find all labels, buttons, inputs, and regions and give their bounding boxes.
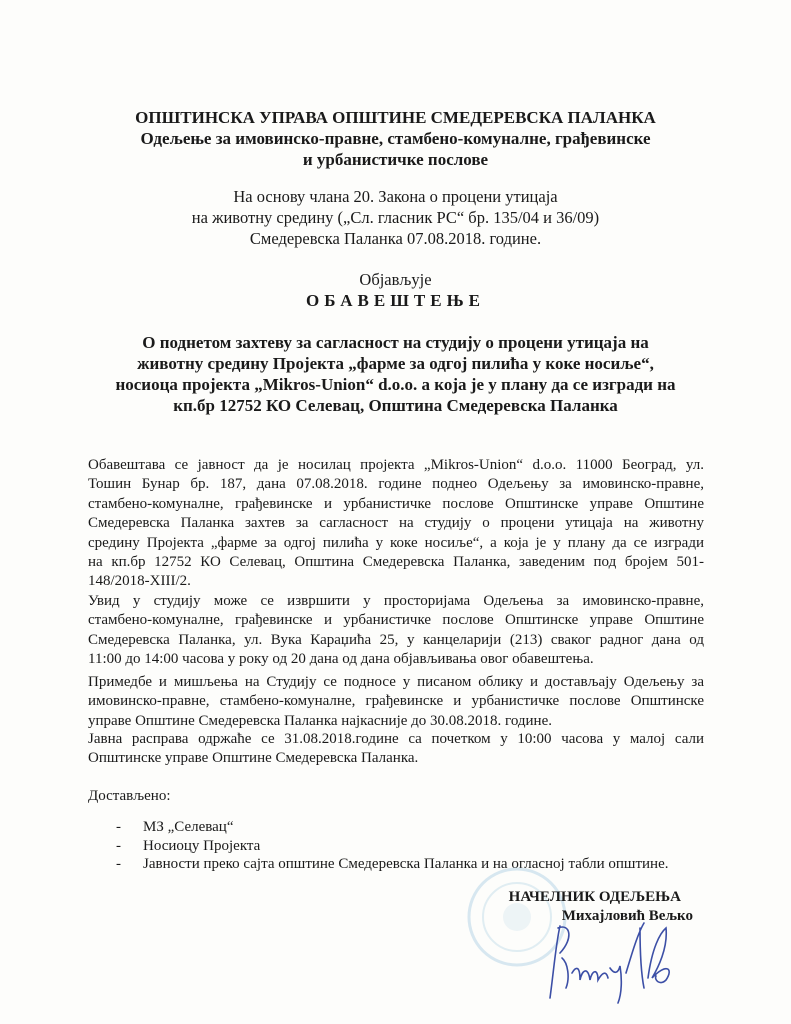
- subject-line: животну средину Пројекта „фарме за одгој пилића у коке носиље“,: [137, 354, 654, 373]
- text-line: Смедеревска Паланка, ул. Вука Караџића 25, у канцеларији (213) сваког радног дана од: [88, 631, 704, 648]
- department-line-2: и урбанистичке послове: [302, 150, 489, 169]
- text-line: Јавна расправа одржаће се 31.08.2018.године са почетком у 10:00 часова у малој сали: [88, 731, 704, 747]
- legal-basis-line: На основу члана 20. Закона о процени утицаја: [233, 187, 558, 206]
- paragraph-1: [88, 456, 704, 592]
- text-line: управе Општине Смедеревска Паланка најкасније до 30.08.2018. године.: [88, 712, 552, 729]
- text-line: стамбено-комуналне, грађевинске и урбанистичке послове Општинске управе Општине: [88, 612, 704, 629]
- publishes-label: Објављује: [359, 270, 432, 289]
- list-item-text: Јавности преко сајта општине Смедеревска Паланка и на огласној табли општине.: [143, 856, 669, 872]
- text-line: стамбено-комуналне, грађевинске и урбанистичке послове Општинске управе Општине: [88, 495, 704, 512]
- notice-title: ОБАВЕШТЕЊЕ: [306, 291, 485, 310]
- list-item: [88, 855, 704, 874]
- handwritten-signature-icon: [540, 918, 700, 1008]
- dash-bullet: -: [116, 837, 121, 854]
- dash-bullet: -: [116, 856, 121, 872]
- paragraph-2: [88, 592, 704, 670]
- department-line-1: Одељење за имовинско-правне, стамбено-комуналне, грађевинске: [140, 129, 651, 148]
- legal-basis-line: на животну средину („Сл. гласник РС“ бр. 135/04 и 36/09): [191, 208, 600, 227]
- list-item-text: Носиоцу Пројекта: [143, 837, 261, 854]
- subject-line: кп.бр 12752 КО Селевац, Општина Смедеревска Паланка: [173, 396, 618, 415]
- date-line: Смедеревска Паланка 07.08.2018. године.: [249, 229, 542, 248]
- signatory-name: Михајловић Вељко: [561, 908, 693, 924]
- paragraph-3: [88, 673, 704, 731]
- delivered-list: [88, 818, 704, 874]
- list-item-text: МЗ „Селевац“: [143, 819, 234, 835]
- text-line: Увид у студију може се извршити у просторијама Одељења за имовинско-правне,: [88, 593, 704, 609]
- list-item: [88, 818, 704, 837]
- text-line: 11:00 до 14:00 часова у року од 20 дана од дана објављивања овог обавештења.: [88, 651, 594, 668]
- office-title: ОПШТИНСКА УПРАВА ОПШТИНЕ СМЕДЕРЕВСКА ПАЛАНКА: [135, 108, 656, 127]
- list-item: [88, 837, 704, 856]
- announcement-heading: [0, 269, 791, 311]
- document-header: [0, 107, 791, 170]
- text-line: Општинске управе Општине Смедеревска Паланка.: [88, 750, 419, 767]
- subject-line: О поднетом захтеву за сагласност на студију о процени утицаја на: [142, 333, 649, 352]
- text-line: Смедеревска Паланка захтев за сагласност на студију о процени утицаја на животну: [88, 515, 704, 532]
- legal-basis: [0, 186, 791, 249]
- text-line: имовинско-правне, стамбено-комуналне, грађевинске и урбанистичке послове Општинске: [88, 693, 704, 710]
- paragraph-4: [88, 730, 704, 769]
- delivered-label: Достављено:: [88, 788, 171, 804]
- signatory-position: НАЧЕЛНИК ОДЕЉЕЊА: [508, 889, 681, 905]
- text-line: Тошин Бунар бр. 187, дана 07.08.2018. године поднео Одељењу за имовинско-правне,: [88, 476, 704, 493]
- dash-bullet: -: [116, 819, 121, 835]
- text-line: на кп.бр 12752 КО Селевац, Општина Смедеревска Паланка, заведеним под бројем 501-: [88, 554, 704, 571]
- text-line: 148/2018-XIII/2.: [88, 573, 191, 590]
- text-line: средину Пројекта „фарме за одгој пилића у коке носиље“, а која је у плану да се изгради: [88, 534, 704, 551]
- subject-line: носиоца пројекта „Mikros-Union“ d.o.o. а која је у плану да се изгради на: [115, 375, 676, 394]
- subject: [0, 332, 791, 416]
- text-line: Обавештава се јавност да је носилац пројекта „Mikros-Union“ d.o.o. 11000 Београд, ул.: [88, 457, 704, 473]
- text-line: Примедбе и мишљења на Студију се подносе у писаном облику и достављају Одељењу за: [88, 674, 704, 690]
